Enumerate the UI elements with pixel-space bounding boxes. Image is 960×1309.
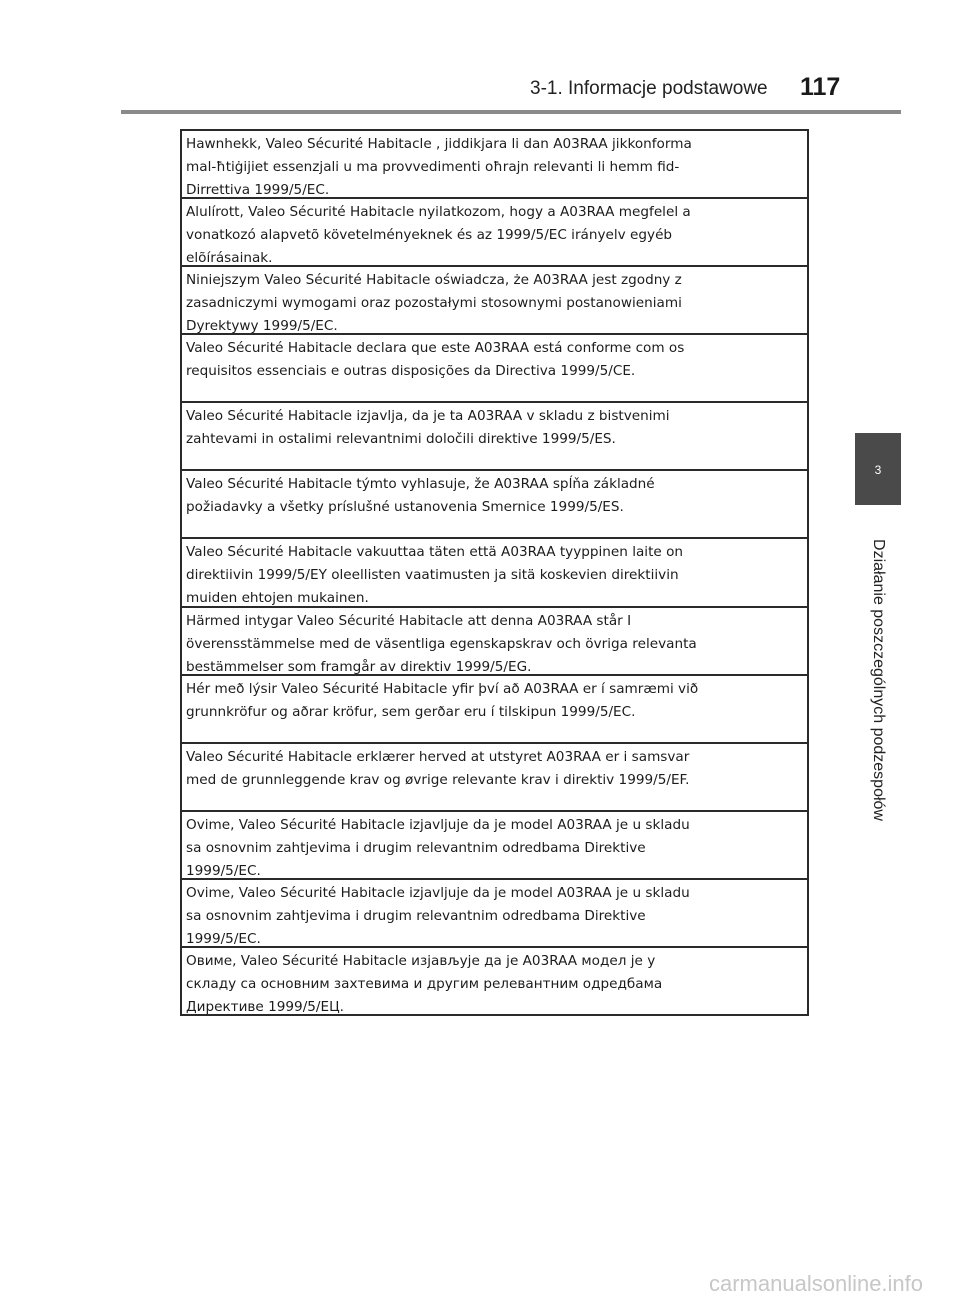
declaration-line: Valeo Sécurité Habitacle erklærer herved at utstyret A03RAA er i samsvar [186,748,690,765]
declaration-line: Valeo Sécurité Habitacle týmto vyhlasuje, že A03RAA spĺňa základné [186,476,655,493]
declaration-line: vonatkozó alapvetõ követelményeknek és az 1999/5/EC irányelv egyéb [186,227,673,244]
declaration-line: zasadniczymi wymogami oraz pozostałymi stosownymi postanowieniami [186,295,682,312]
declaration-row [182,946,807,1014]
header-divider [121,110,901,114]
declaration-row [182,401,807,469]
declaration-line: requisitos essenciais e outras disposições da Directiva 1999/5/CE. [186,363,636,380]
declaration-line: Hér með lýsir Valeo Sécurité Habitacle yfir því að A03RAA er í samræmi við [186,680,699,697]
chapter-label: Działanie poszczególnych podzespołów [870,539,887,821]
page-number: 117 [800,73,841,101]
declaration-row [182,878,807,946]
declaration-row [182,333,807,401]
declaration-line: Hawnhekk, Valeo Sécurité Habitacle , jiddikjara li dan A03RAA jikkonforma [186,136,692,152]
declaration-row [182,537,807,605]
declaration-line: Niniejszym Valeo Sécurité Habitacle oświadcza, że A03RAA jest zgodny z [186,272,682,289]
declaration-table [180,129,809,1016]
declaration-line: Dyrektywy 1999/5/EC. [186,318,338,334]
declaration-row [182,674,807,742]
declaration-line: bestämmelser som framgår av direktiv 1999/5/EG. [186,658,532,674]
declaration-line: Овиме, Valeo Sécurité Habitacle изјављује да је A03RAA модел је у [186,952,656,969]
declaration-line: Alulírott, Valeo Sécurité Habitacle nyilatkozom, hogy a A03RAA megfelel a [186,204,691,221]
declaration-line: med de grunnleggende krav og øvrige relevante krav i direktiv 1999/5/EF. [186,771,690,788]
section-title: 3-1. Informacje podstawowe [530,78,768,99]
declaration-line: överensstämmelse med de väsentliga egenskapskrav och övriga relevanta [186,635,697,652]
declaration-line: Ovime, Valeo Sécurité Habitacle izjavljuje da je model A03RAA je u skladu [186,884,690,901]
declaration-line: Valeo Sécurité Habitacle izjavlja, da je ta A03RAA v skladu z bistvenimi [186,408,670,425]
declaration-line: Valeo Sécurité Habitacle vakuuttaa täten että A03RAA tyyppinen laite on [186,544,684,561]
declaration-line: sa osnovnim zahtjevima i drugim relevantnim odredbama Direktive [186,907,646,924]
declaration-line: Dirrettiva 1999/5/EC. [186,182,330,198]
declaration-line: muiden ehtojen mukainen. [186,590,369,606]
declaration-line: zahtevami in ostalimi relevantnimi določili direktive 1999/5/ES. [186,431,616,448]
declaration-row [182,606,807,674]
declaration-line: direktiivin 1999/5/EY oleellisten vaatimusten ja sitä koskevien direktiivin [186,567,679,584]
declaration-line: 1999/5/EC. [186,930,261,946]
declaration-line: Härmed intygar Valeo Sécurité Habitacle att denna A03RAA står I [186,612,632,629]
declaration-line: 1999/5/EC. [186,862,261,878]
declaration-line: grunnkröfur og aðrar kröfur, sem gerðar eru í tilskipun 1999/5/EC. [186,703,636,720]
declaration-row [182,742,807,810]
declaration-row [182,810,807,878]
declaration-line: Valeo Sécurité Habitacle declara que este A03RAA está conforme com os [186,340,685,357]
declaration-line: elõírásainak. [186,250,273,266]
declaration-line: складу са основним захтевима и другим релевантним одредбама [186,975,663,992]
declaration-line: Ovime, Valeo Sécurité Habitacle izjavljuje da je model A03RAA je u skladu [186,816,690,833]
declaration-row [182,131,807,197]
declaration-line: sa osnovnim zahtjevima i drugim relevantnim odredbama Direktive [186,839,646,856]
declaration-line: Директиве 1999/5/ЕЦ. [186,998,344,1015]
chapter-tab [855,433,901,505]
declaration-row [182,265,807,333]
declaration-row [182,197,807,265]
declaration-line: mal-ħtiġijiet essenzjali u ma provvedimenti oħrajn relevanti li hemm fid- [186,159,680,175]
declaration-row [182,469,807,537]
watermark-text: carmanualsonline.info [709,1271,924,1296]
chapter-number: 3 [874,463,882,477]
declaration-line: požiadavky a všetky príslušné ustanovenia Smernice 1999/5/ES. [186,499,624,516]
